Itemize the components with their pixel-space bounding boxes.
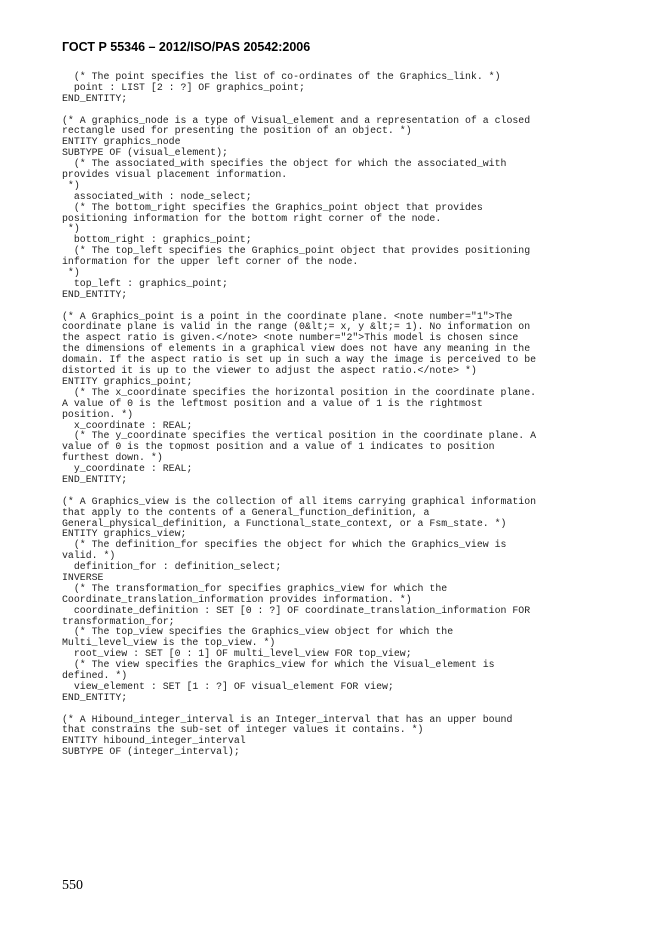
code-line: A value of 0 is the leftmost position and a value of 1 is the rightmost: [62, 397, 483, 409]
code-line: top_left : graphics_point;: [62, 277, 228, 289]
code-line: [62, 301, 607, 312]
code-line: (* The top_left specifies the Graphics_point object that provides positioning: [62, 245, 531, 257]
code-line: that apply to the contents of a General_function_definition, a: [62, 506, 430, 518]
code-line: ENTITY graphics_view;: [62, 528, 187, 540]
express-code-block: [62, 72, 607, 758]
code-line: furthest down. *): [62, 452, 163, 464]
code-line: (* The transformation_for specifies graphics_view for which the: [62, 582, 448, 594]
code-line: END_ENTITY;: [62, 92, 128, 104]
code-line: (* A graphics_node is a type of Visual_element and a representation of a closed: [62, 114, 531, 126]
code-line: END_ENTITY;: [62, 288, 128, 300]
code-line: that constrains the sub-set of integer values it contains. *): [62, 724, 424, 736]
code-line: [62, 105, 607, 116]
code-line: (* A Graphics_point is a point in the coordinate plane. <note number="1">The: [62, 310, 513, 322]
code-line: (* The bottom_right specifies the Graphics_point object that provides: [62, 201, 483, 213]
code-line: END_ENTITY;: [62, 691, 128, 703]
code-line: (* The y_coordinate specifies the vertical position in the coordinate plane. A: [62, 430, 537, 442]
code-line: definition_for : definition_select;: [62, 561, 282, 573]
code-line: positioning information for the bottom right corner of the node.: [62, 212, 442, 224]
code-line: (* The top_view specifies the Graphics_view object for which the: [62, 626, 454, 638]
code-line: point : LIST [2 : ?] OF graphics_point;: [62, 81, 305, 93]
code-line: domain. If the aspect ratio is set up in such a way the image is perceived to be: [62, 354, 537, 366]
code-line: ENTITY graphics_node: [62, 136, 181, 148]
page-number: 550: [62, 878, 83, 893]
code-line: *): [62, 223, 80, 235]
code-line: transformation_for;: [62, 615, 175, 627]
code-line: (* The definition_for specifies the object for which the Graphics_view is: [62, 539, 507, 551]
code-line: END_ENTITY;: [62, 473, 128, 485]
code-line: (* A Graphics_view is the collection of all items carrying graphical information: [62, 495, 537, 507]
code-line: x_coordinate : REAL;: [62, 419, 193, 431]
code-line: information for the upper left corner of the node.: [62, 256, 359, 268]
code-line: view_element : SET [1 : ?] OF visual_element FOR view;: [62, 680, 394, 692]
code-line: (* The associated_with specifies the object for which the associated_with: [62, 158, 507, 170]
code-line: INVERSE: [62, 571, 104, 583]
code-line: Multi_level_view is the top_view. *): [62, 637, 276, 649]
code-line: value of 0 is the topmost position and a value of 1 indicates to position: [62, 441, 495, 453]
code-line: ENTITY hibound_integer_interval: [62, 735, 246, 747]
code-line: General_physical_definition, a Functional_state_context, or a Fsm_state. *): [62, 517, 507, 529]
code-line: provides visual placement information.: [62, 169, 288, 181]
code-line: root_view : SET [0 : 1] OF multi_level_view FOR top_view;: [62, 648, 412, 660]
code-line: position. *): [62, 408, 134, 420]
code-line: associated_with : node_select;: [62, 190, 252, 202]
page-header-title: ГОСТ Р 55346 – 2012/ISO/PAS 20542:2006: [62, 40, 311, 54]
code-line: coordinate_definition : SET [0 : ?] OF coordinate_translation_information FOR: [62, 604, 531, 616]
code-line: rectangle used for presenting the position of an object. *): [62, 125, 412, 137]
code-line: SUBTYPE OF (visual_element);: [62, 147, 228, 159]
code-line: the dimensions of elements in a graphical view does not have any meaning in the: [62, 343, 531, 355]
code-line: (* The point specifies the list of co-ordinates of the Graphics_link. *): [62, 71, 501, 82]
code-line: valid. *): [62, 550, 116, 562]
code-line: *): [62, 179, 80, 191]
code-line: the aspect ratio is given.</note> <note number="2">This model is chosen since: [62, 332, 519, 344]
code-line: bottom_right : graphics_point;: [62, 234, 252, 246]
code-line: SUBTYPE OF (integer_interval);: [62, 746, 240, 758]
code-line: (* The x_coordinate specifies the horizontal position in the coordinate plane.: [62, 386, 537, 398]
code-line: [62, 704, 607, 715]
code-line: Coordinate_translation_information provides information. *): [62, 593, 412, 605]
code-line: defined. *): [62, 669, 128, 681]
code-line: coordinate plane is valid in the range (0&lt;= x, y &lt;= 1). No information on: [62, 321, 531, 333]
code-line: (* A Hibound_integer_interval is an Integer_interval that has an upper bound: [62, 713, 513, 725]
code-line: y_coordinate : REAL;: [62, 463, 193, 475]
code-line: ENTITY graphics_point;: [62, 375, 193, 387]
code-line: *): [62, 267, 80, 279]
code-line: distorted it is up to the viewer to adjust the aspect ratio.</note> *): [62, 365, 477, 377]
code-line: (* The view specifies the Graphics_view for which the Visual_element is: [62, 659, 495, 671]
